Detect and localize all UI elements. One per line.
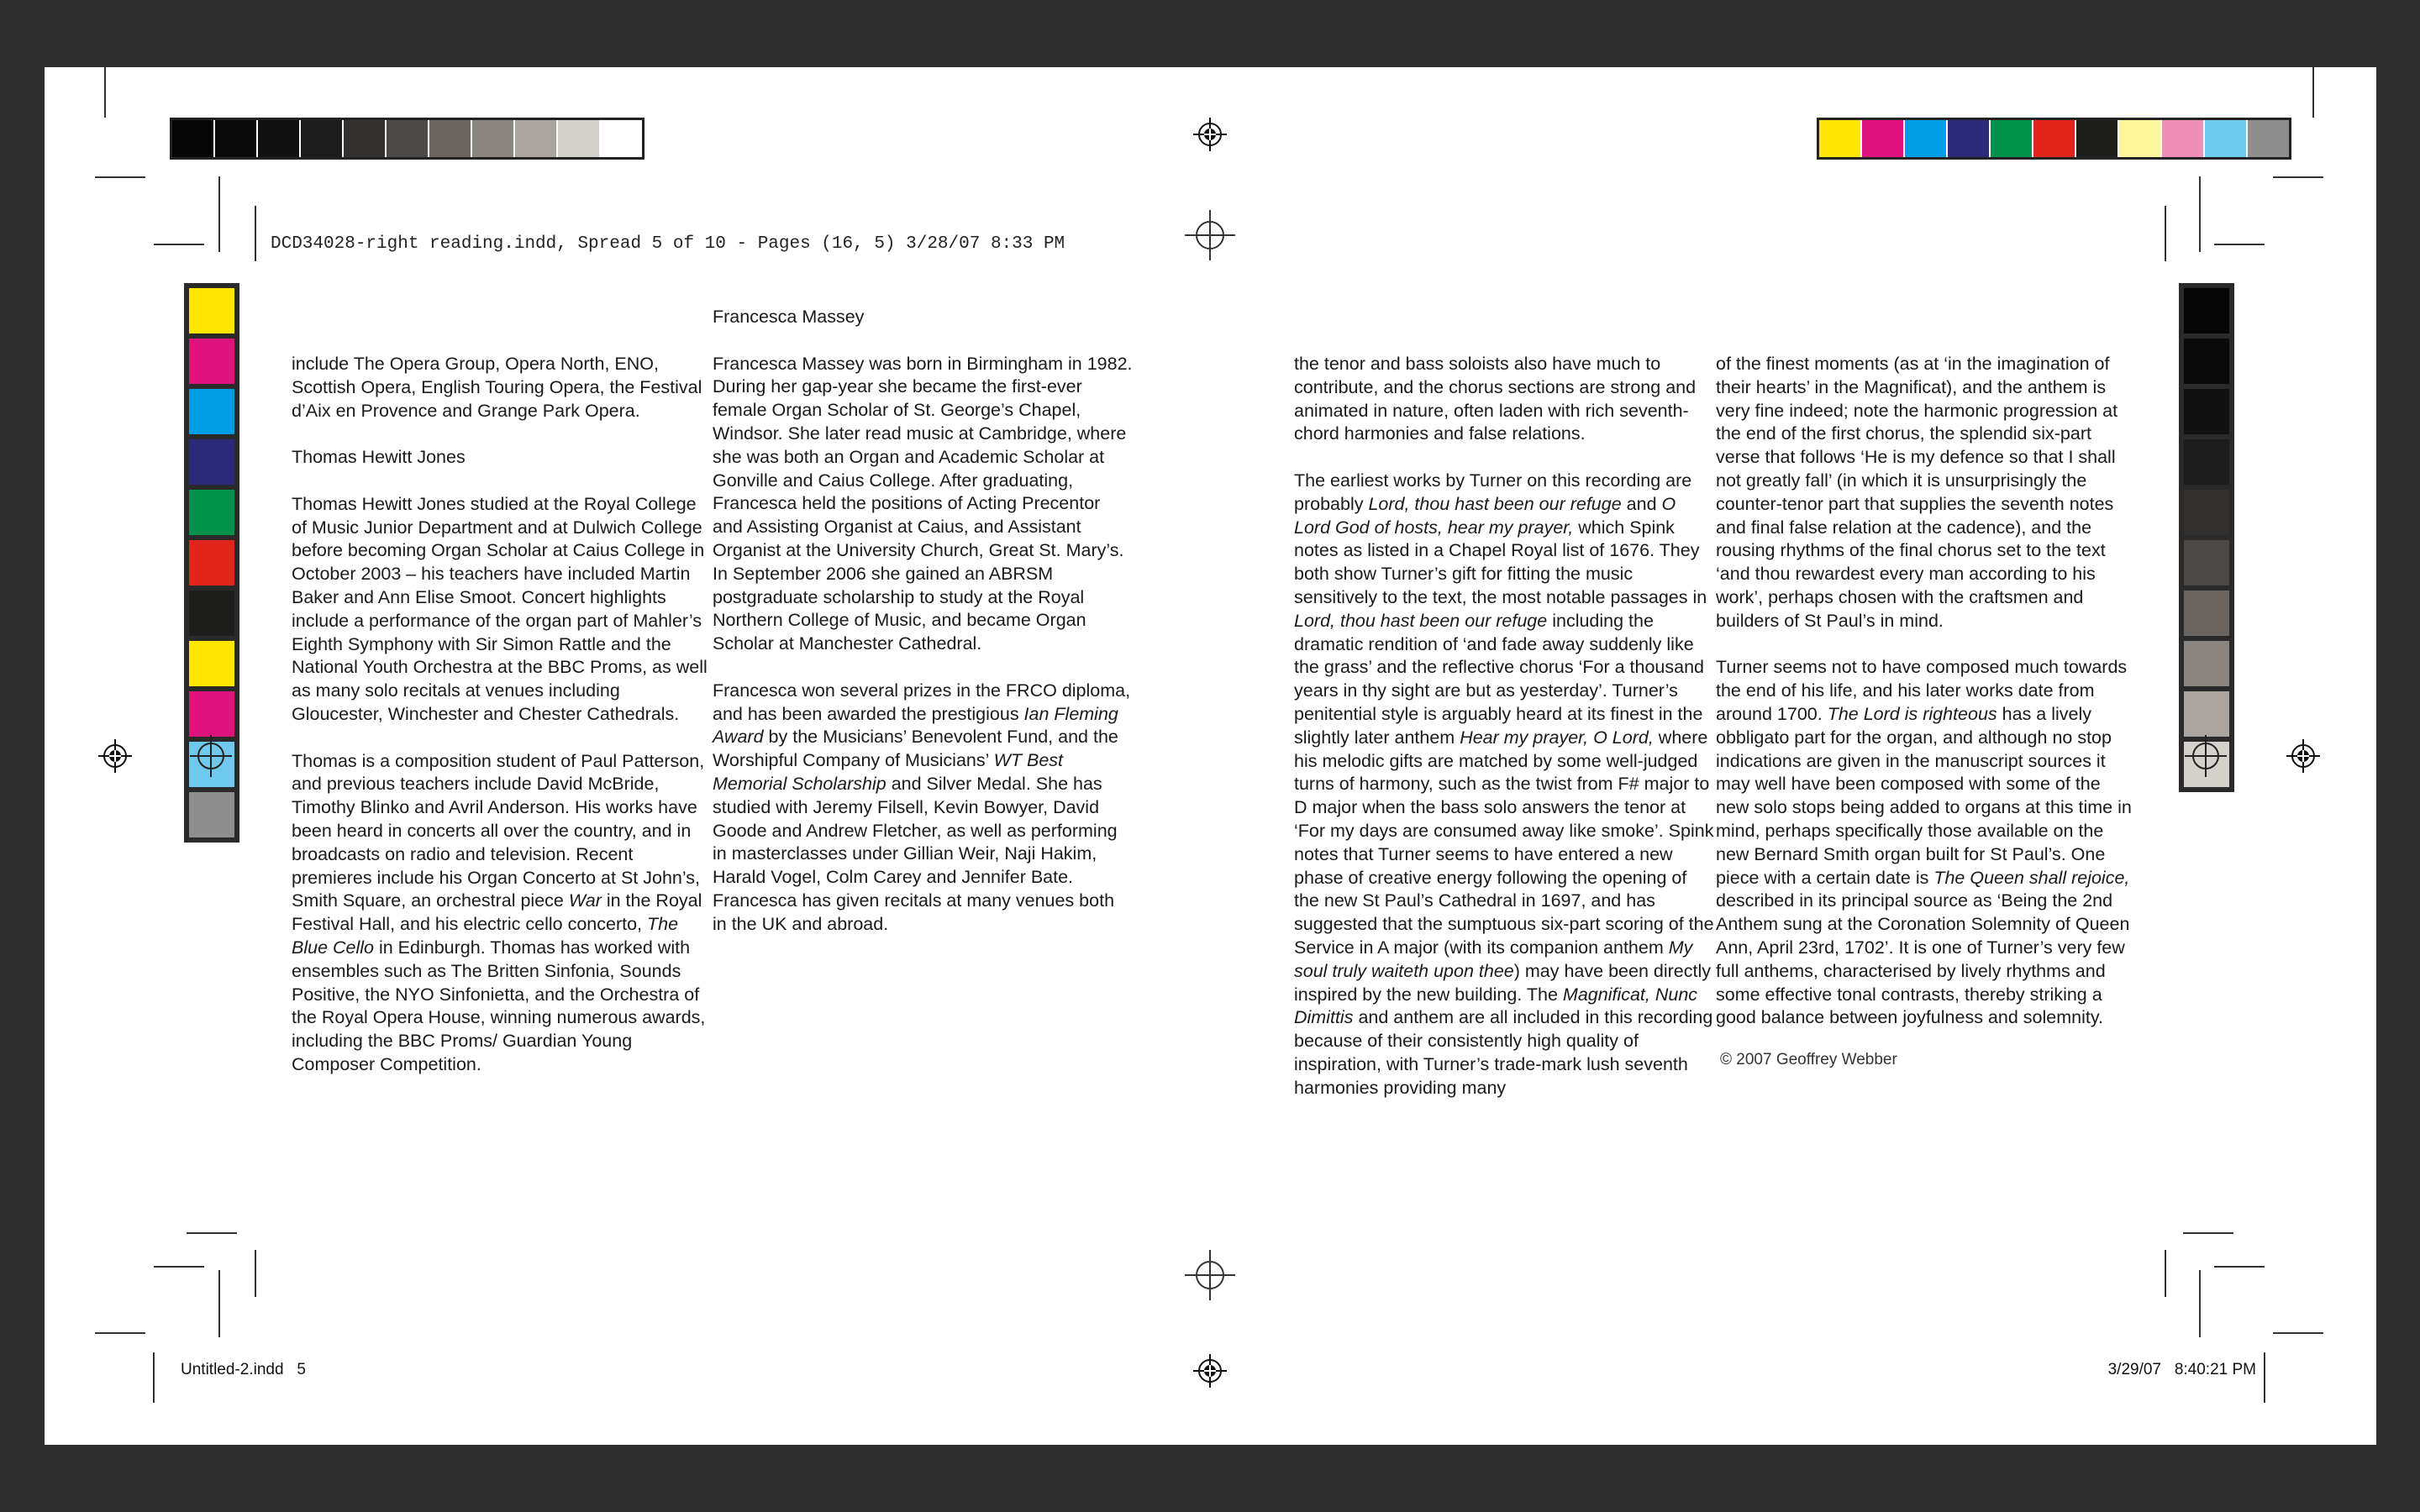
- color-swatch: [189, 439, 234, 490]
- color-swatch: [429, 120, 472, 157]
- color-swatch: [387, 120, 429, 157]
- color-swatch: [189, 339, 234, 389]
- color-swatch: [2184, 288, 2229, 339]
- color-swatch: [1991, 120, 2033, 157]
- paragraph: Thomas is a composition student of Paul Patterson, and previous teachers include David McBride, Timothy Blinko and Avril Anderson. His works have been heard in concerts all over the country, and in broadcasts on radio and television. Recent premieres include his Organ Concerto at St John’s, Smith Square, an orchestral piece War in the Royal Festival Hall, and his electric cello concerto, The Blue Cello in Edinburgh. Thomas has worked with ensembles such as The Britten Sinfonia, Sounds Positive, the NYO Sinfonietta, and the Orchestra of the Royal Opera House, winning numerous awards, including the BBC Proms/ Guardian Young Composer Competition.: [292, 750, 706, 1074]
- registration-mark-bottom: [1193, 1354, 1227, 1388]
- color-swatch: [2184, 339, 2229, 389]
- paragraph: Turner seems not to have composed much towards the end of his life, and his later works date from around 1700. The Lord is righteous has a lively obbligato part for the organ, and although no stop indications are given in the manuscript sources it may well have been composed with some of the new solo stops being added to organs at this time in mind, perhaps specifically those available on the new Bernard Smith organ built for St Paul’s. One piece with a certain date is The Queen shall rejoice, described in its principal source as ‘Being the 2nd Anthem sung at the Coronation Solemnity of Queen Ann, April 23rd, 1702’. It is one of Turner’s very few full anthems, characterised by lively rhythms and some effective tonal contrasts, thereby striking a good balance between joyfulness and solemnity.: [1716, 657, 2132, 1028]
- paragraph: Francesca Massey was born in Birmingham in 1982. During her gap-year she became the first-ever female Organ Scholar of St. George’s Chapel, Windsor. She later read music at Cambridge, where she was both an Organ and Academic Scholar at Gonville and Caius College. After graduating, Francesca held the positions of Acting Precentor and Assisting Organist at Caius, and Assistant Organist at the University Church, Great St. Mary’s. In September 2006 she gained an ABRSM postgraduate scholarship to study at the Royal Northern College of Music, and became Organ Scholar at Manchester Cathedral.: [713, 353, 1133, 654]
- gray-ramp-color-bar: [170, 118, 644, 160]
- color-swatch: [189, 641, 234, 691]
- color-swatch: [472, 120, 515, 157]
- text-column-1: [292, 353, 712, 1100]
- color-swatch: [301, 120, 344, 157]
- process-color-bar: [1817, 118, 2291, 160]
- registration-crosshair-right-bar: [2185, 735, 2227, 777]
- color-swatch: [215, 120, 258, 157]
- paragraph: include The Opera Group, Opera North, ENO, Scottish Opera, English Touring Opera, the Festival d’Aix en Provence and Grange Park Opera.: [292, 354, 702, 421]
- color-swatch: [2033, 120, 2076, 157]
- registration-mark-top: [1193, 118, 1227, 151]
- right-vertical-gray-bar: [2179, 283, 2234, 792]
- registration-crosshair-bottom: [1185, 1250, 1235, 1300]
- color-swatch: [1948, 120, 1991, 157]
- color-swatch: [2076, 120, 2119, 157]
- color-swatch: [2184, 691, 2229, 742]
- section-heading: Thomas Hewitt Jones: [292, 447, 466, 468]
- paragraph: the tenor and bass soloists also have much to contribute, and the chorus sections are strong and animated in nature, often laden with rich seventh-chord harmonies and false relations.: [1294, 354, 1697, 444]
- registration-crosshair-left-bar: [190, 735, 232, 777]
- paragraph: The earliest works by Turner on this recording are probably Lord, thou hast been our refuge and O Lord God of hosts, hear my prayer, which Spink notes as listed in a Chapel Royal list of 1676. They both show Turner’s gift for fitting the music sensitively to the text, the most notable passages in Lord, thou hast been our refuge including the dramatic rendition of ‘and fade away suddenly like the grass’ and the reflective chorus ‘For a thousand years in thy sight are but as yesterday’. Turner’s penitential style is arguably heard at its finest in the slightly later anthem Hear my prayer, O Lord, where his melodic gifts are matched by some well-judged turns of harmony, such as the twist from F# major to D major when the bass solo answers the tenor at ‘For my days are consumed away like smoke’. Spink notes that Turner seems to have entered a new phase of creative energy following the opening of the new St Paul’s Cathedral in 1697, and has suggested that the sumptuous six-part scoring of the Service in A major (with its companion anthem My soul truly waiteth upon thee) may have been directly inspired by the new building. The Magnificat, Nunc Dimittis and anthem are all included in this recording because of their consistently high quality of inspiration, with Turner’s trade-mark lush seventh harmonies providing many: [1294, 470, 1714, 1098]
- color-swatch: [1819, 120, 1862, 157]
- text-column-4: [1716, 353, 2136, 1072]
- color-swatch: [2184, 591, 2229, 641]
- color-swatch: [172, 120, 215, 157]
- color-swatch: [2205, 120, 2248, 157]
- color-swatch: [2184, 641, 2229, 691]
- paragraph: Thomas Hewitt Jones studied at the Royal College of Music Junior Department and at Dulwich College before becoming Organ Scholar at Caius College in October 2003 – his teachers have included Martin Baker and Ann Elise Smoot. Concert highlights include a performance of the organ part of Mahler’s Eighth Symphony with Sir Simon Rattle and the National Youth Orchestra at the BBC Proms, as well as many solo recitals at venues including Gloucester, Winchester and Chester Cathedrals.: [292, 493, 708, 724]
- footer-timestamp: 3/29/07 8:40:21 PM: [2107, 1361, 2256, 1378]
- color-swatch: [601, 120, 642, 157]
- color-swatch: [515, 120, 558, 157]
- registration-mark-right: [2286, 739, 2320, 773]
- color-swatch: [189, 389, 234, 439]
- registration-crosshair-top: [1185, 210, 1235, 260]
- color-swatch: [2184, 439, 2229, 490]
- color-swatch: [2184, 540, 2229, 591]
- footer-file-info: Untitled-2.indd 5: [181, 1361, 306, 1378]
- color-swatch: [2162, 120, 2205, 157]
- section-heading: Francesca Massey: [713, 307, 865, 327]
- text-column-3: [1294, 353, 1714, 1123]
- color-swatch: [1905, 120, 1948, 157]
- color-swatch: [2248, 120, 2289, 157]
- color-swatch: [189, 792, 234, 837]
- color-swatch: [258, 120, 301, 157]
- color-swatch: [189, 288, 234, 339]
- color-swatch: [558, 120, 601, 157]
- copyright-notice: © 2007 Geoffrey Webber: [1720, 1050, 1897, 1068]
- color-swatch: [344, 120, 387, 157]
- registration-mark-left: [98, 739, 132, 773]
- color-swatch: [2184, 389, 2229, 439]
- color-swatch: [189, 540, 234, 591]
- color-swatch: [2119, 120, 2162, 157]
- paragraph: of the finest moments (as at ‘in the imagination of their hearts’ in the Magnificat), and the anthem is very fine indeed; note the harmonic progression at the end of the first chorus, the splendid six-part verse that follows ‘He is my defence so that I shall not greatly fall’ (in which it is unsurprisingly the counter-tenor part that supplies the seventh notes and final false relation at the cadence), and the rousing rhythms of the final chorus set to the text ‘and thou rewardest every man according to his work’, perhaps chosen with the craftsmen and builders of St Paul’s in mind.: [1716, 354, 2118, 631]
- color-swatch: [189, 691, 234, 742]
- color-swatch: [1862, 120, 1905, 157]
- color-swatch: [2184, 490, 2229, 540]
- color-swatch: [189, 490, 234, 540]
- color-swatch: [189, 591, 234, 641]
- text-column-2: [713, 306, 1133, 959]
- slug-line: DCD34028-right reading.indd, Spread 5 of 10 - Pages (16, 5) 3/28/07 8:33 PM: [271, 234, 1065, 254]
- paragraph: Francesca won several prizes in the FRCO diploma, and has been awarded the prestigious Ian Fleming Award by the Musicians’ Benevolent Fund, and the Worshipful Company of Musicians’ WT Best Memorial Scholarship and Silver Medal. She has studied with Jeremy Filsell, Kevin Bowyer, David Goode and Andrew Fletcher, as well as performing in masterclasses under Gillian Weir, Naji Hakim, Harald Vogel, Colm Carey and Jennifer Bate. Francesca has given recitals at many venues both in the UK and abroad.: [713, 680, 1131, 934]
